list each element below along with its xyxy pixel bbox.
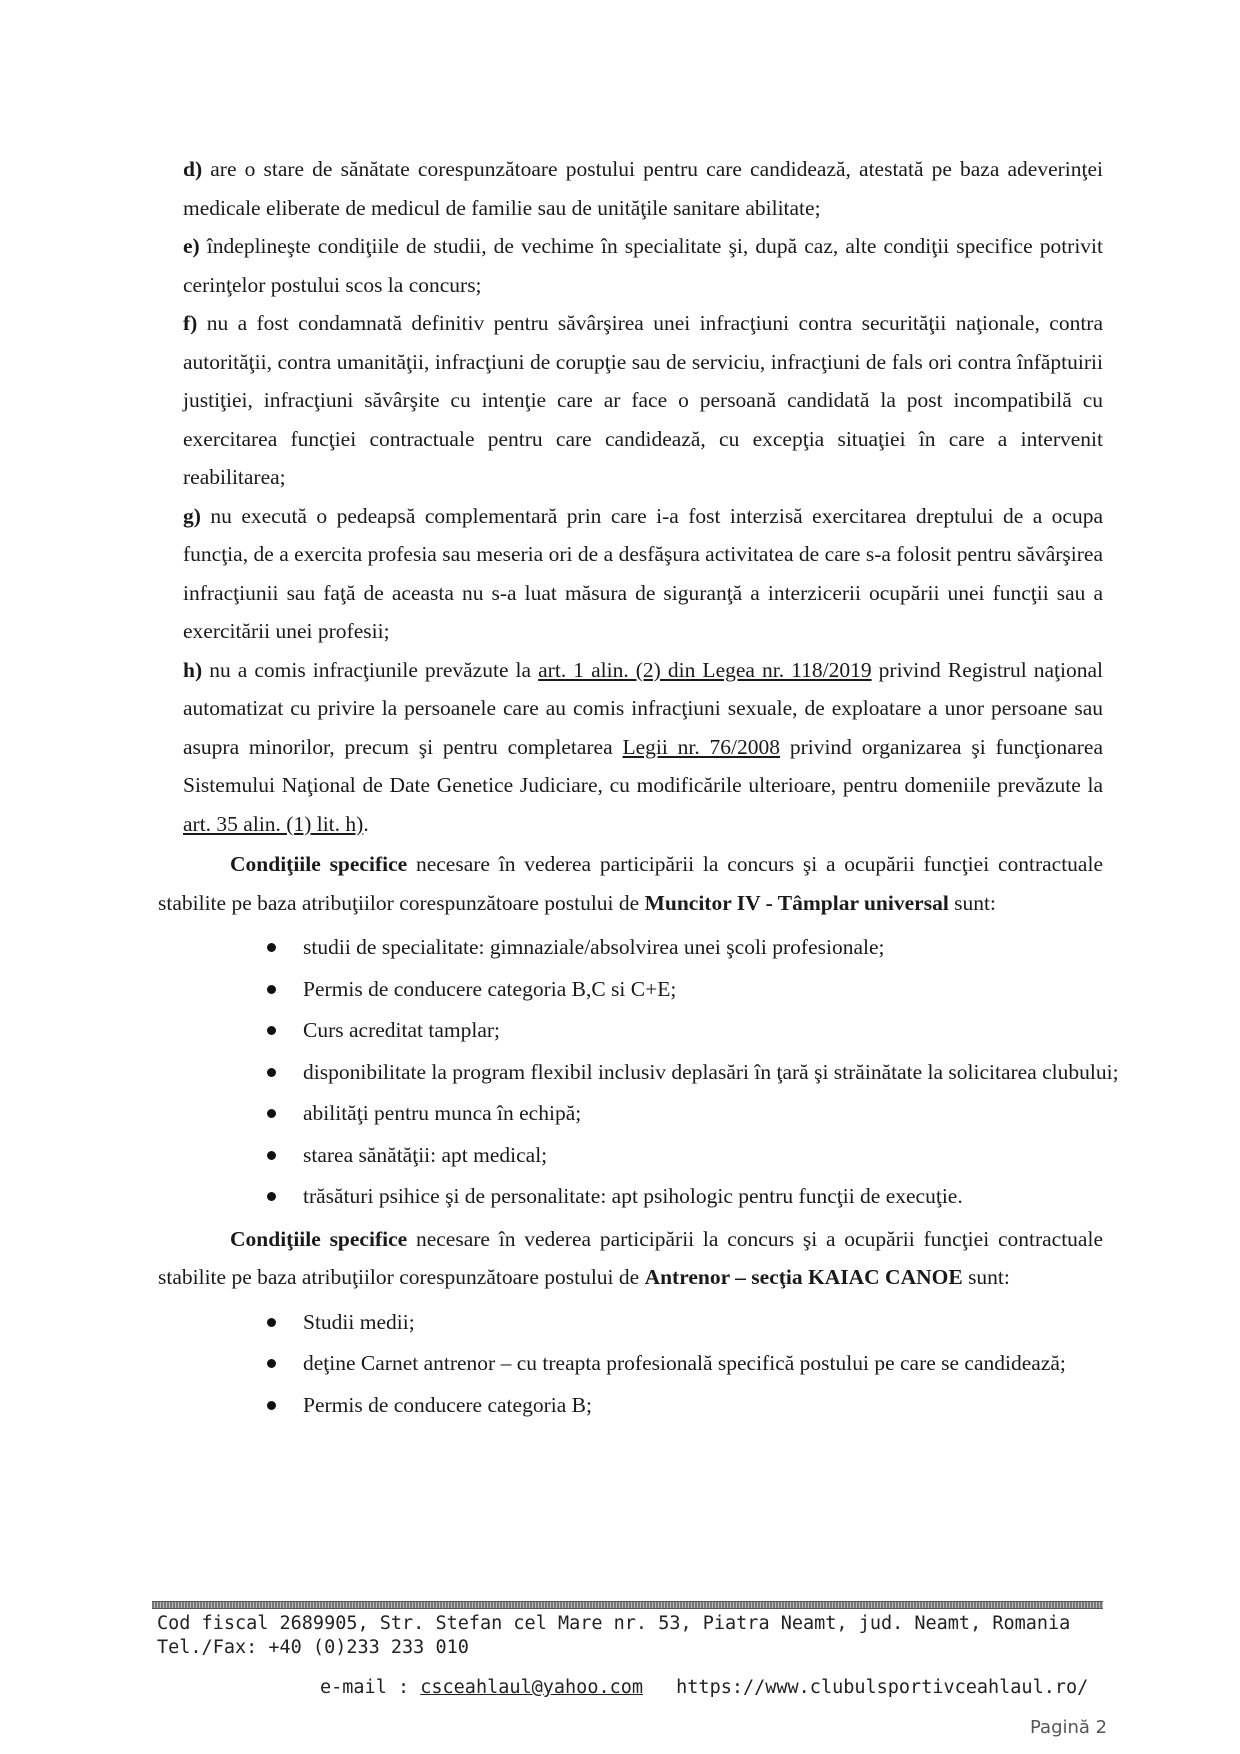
list-item xyxy=(303,1386,1128,1425)
item-text: privind Registrul naţional automatizat cu privire la persoanele care au comis infracţiuni sexuale, de exploatare a unor persoane sau asupra minorilor, precum şi pentru completarea xyxy=(183,657,1103,759)
list-item xyxy=(303,928,1128,967)
conditions-tail: sunt: xyxy=(962,1265,1010,1289)
page-number: Pagină 2 xyxy=(1030,1717,1108,1738)
post-name: Muncitor IV - Tâmplar universal xyxy=(644,890,949,915)
conditions-tail: sunt: xyxy=(948,890,996,915)
list-item xyxy=(303,1053,1128,1092)
page-footer xyxy=(157,1612,1097,1700)
list-item xyxy=(303,1094,1128,1133)
condition-item-g xyxy=(183,497,1103,651)
list-item-text: Curs acreditat tamplar; xyxy=(303,1018,501,1042)
bullet-icon xyxy=(267,1151,276,1160)
muncitor-requirements-list xyxy=(183,928,1128,1216)
email-label: e-mail : xyxy=(320,1677,410,1698)
list-item-text: disponibilitate la program flexibil inclusiv deplasări în ţară şi străinătate la solicitarea clubului; xyxy=(303,1059,1119,1084)
conditions-text: necesare în vederea participării la concurs şi a ocupării funcţiei contractuale stabilite pe baza atribuţiilor corespunzătoare postului de xyxy=(158,1226,1103,1289)
list-item-text: Permis de conducere categoria B,C si C+E; xyxy=(303,976,677,1001)
list-item-text: Permis de conducere categoria B; xyxy=(303,1392,592,1417)
list-item-text: starea sănătăţii: apt medical; xyxy=(303,1142,548,1167)
item-text: nu a fost condamnată definitiv pentru săvârşirea unei infracţiuni contra securităţii naţionale, contra autorităţii, contra umanităţii, infracţiuni de corupţie sau de serviciu, infracţiuni de fals ori contra înfăptuirii justiţiei, infracţiuni săvârşite cu intenţie care ar face o persoană candidată la post incompatibilă cu exercitarea funcţiei contractuale pentru care candidează, cu excepţia situaţiei în care a intervenit reabilitarea; xyxy=(183,311,1104,489)
bullet-icon xyxy=(267,985,276,994)
item-label: g) xyxy=(183,503,201,528)
law-reference-link[interactable]: Legii nr. 76/2008 xyxy=(622,734,781,759)
list-item xyxy=(303,1011,1128,1050)
list-item-text: trăsături psihice şi de personalitate: apt psihologic pentru funcţii de execuţie. xyxy=(303,1184,963,1208)
bullet-icon xyxy=(267,1068,276,1077)
specific-conditions-muncitor xyxy=(158,845,1103,922)
item-label: f) xyxy=(183,311,198,335)
condition-item-h xyxy=(183,651,1103,844)
antrenor-requirements-list xyxy=(183,1303,1128,1425)
document-body xyxy=(158,150,1119,1428)
list-item xyxy=(303,970,1128,1009)
item-label: d) xyxy=(183,157,203,181)
conditions-heading: Condiţiile specifice xyxy=(230,852,408,876)
list-item xyxy=(303,1177,1128,1216)
bullet-icon xyxy=(267,1109,276,1118)
bullet-icon xyxy=(267,1318,276,1327)
list-item-text: Studii medii; xyxy=(303,1309,415,1334)
bullet-icon xyxy=(267,1359,276,1368)
conditions-text: necesare în vederea participării la concurs şi a ocupării funcţiei contractuale stabilite pe baza atribuţiilor corespunzătoare postului de xyxy=(158,852,1103,915)
law-reference-link[interactable]: art. 35 alin. (1) lit. h) xyxy=(183,811,364,836)
footer-contact xyxy=(157,1676,1097,1700)
item-text: privind organizarea şi funcţionarea Sistemului Naţional de Date Genetice Judiciare, cu modificările ulterioare, pentru domeniile prevăzute la xyxy=(183,734,1103,797)
footer-divider xyxy=(152,1601,1103,1609)
item-text: . xyxy=(363,811,369,836)
bullet-icon xyxy=(267,1192,276,1201)
list-item xyxy=(303,1344,1128,1383)
specific-conditions-antrenor xyxy=(158,1220,1103,1297)
email-link[interactable]: csceahlaul@yahoo.com xyxy=(420,1677,644,1698)
list-item xyxy=(303,1136,1128,1175)
bullet-icon xyxy=(267,943,276,952)
law-reference-link[interactable]: art. 1 alin. (2) din Legea nr. 118/2019 xyxy=(538,657,872,682)
list-item-text: deţine Carnet antrenor – cu treapta profesională specifică postului pe care se candidează; xyxy=(303,1351,1066,1375)
condition-item-e xyxy=(183,227,1103,304)
website-link[interactable]: https://www.clubulsportivceahlaul.ro/ xyxy=(676,1677,1089,1698)
bullet-icon xyxy=(267,1401,276,1410)
post-name: Antrenor – secţia KAIAC CANOE xyxy=(644,1265,963,1289)
conditions-heading: Condiţiile specifice xyxy=(230,1226,408,1251)
list-item-text: abilităţi pentru munca în echipă; xyxy=(303,1101,582,1125)
item-text: nu execută o pedeapsă complementară prin care i-a fost interzisă exercitarea dreptului de a ocupa funcţia, de a exercita profesia sau meseria ori de a desfăşura activitatea de care s-a folosit pentru săvârşirea infracţiunii sau faţă de aceasta nu s-a luat măsura de siguranţă a interzicerii ocupării unei funcţii sau a exercitării unei profesii; xyxy=(183,503,1104,643)
item-text: nu a comis infracţiunile prevăzute la xyxy=(209,657,539,682)
item-label: h) xyxy=(183,657,203,682)
condition-item-f xyxy=(183,304,1103,497)
bullet-icon xyxy=(267,1026,276,1035)
item-label: e) xyxy=(183,234,200,258)
list-item xyxy=(303,1303,1128,1342)
list-item-text: studii de specialitate: gimnaziale/absolvirea unei şcoli profesionale; xyxy=(303,935,885,959)
item-text: are o stare de sănătate corespunzătoare postului pentru care candidează, atestată pe baza adeverinţei medicale eliberate de medicul de familie sau de unităţile sanitare abilitate; xyxy=(183,157,1104,220)
condition-item-d xyxy=(183,150,1103,227)
footer-address: Cod fiscal 2689905, Str. Stefan cel Mare nr. 53, Piatra Neamt, jud. Neamt, Romania Tel./Fax: +40 (0)233 233 010 xyxy=(157,1613,1071,1658)
item-text: îndeplineşte condiţiile de studii, de vechime în specialitate şi, după caz, alte condiţii specifice potrivit cerinţelor postului scos la concurs; xyxy=(183,234,1104,297)
